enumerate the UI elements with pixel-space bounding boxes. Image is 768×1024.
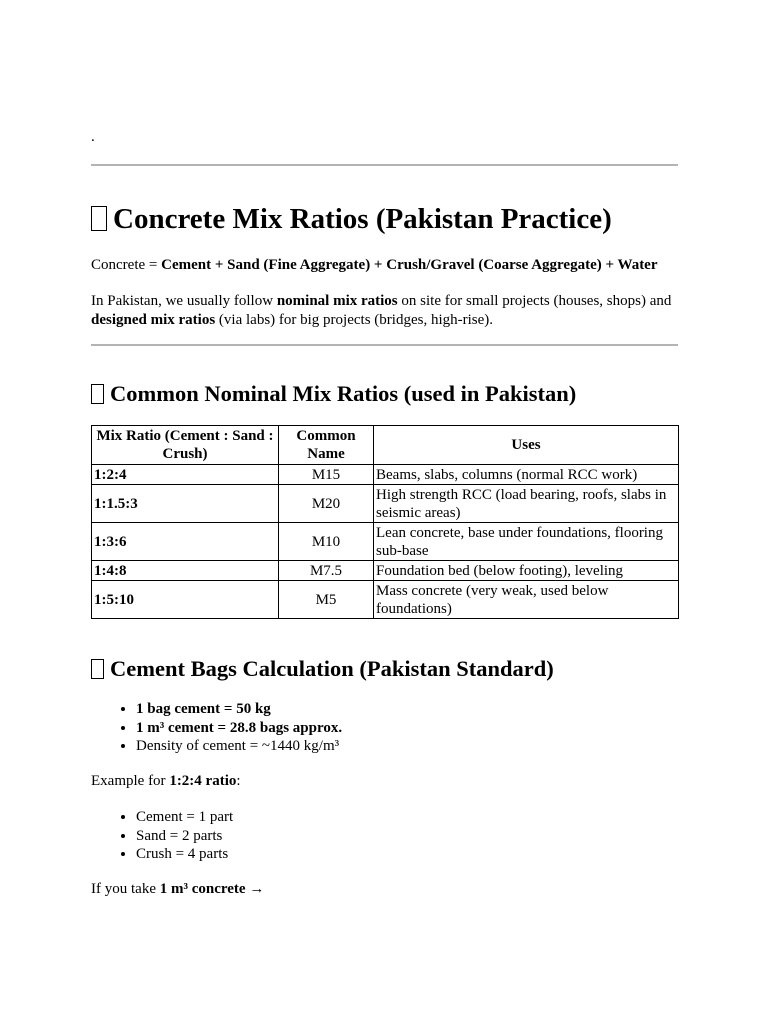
- top-dot: .: [91, 129, 95, 145]
- cell-name: M10: [279, 523, 374, 561]
- take-prefix: If you take: [91, 881, 160, 897]
- cell-uses: Beams, slabs, columns (normal RCC work): [374, 465, 679, 485]
- cell-ratio: 1:4:8: [92, 561, 279, 581]
- intro-text-1: In Pakistan, we usually follow: [91, 293, 277, 309]
- cement-facts-list: [91, 700, 342, 756]
- concrete-formula: [91, 256, 678, 275]
- ratio-parts-list: [91, 808, 233, 864]
- cell-ratio: 1:5:10: [92, 581, 279, 619]
- intro-paragraph: [91, 292, 678, 330]
- cell-name: M7.5: [279, 561, 374, 581]
- cell-uses: Lean concrete, base under foundations, flooring sub-base: [374, 523, 679, 561]
- cell-uses: High strength RCC (load bearing, roofs, slabs in seismic areas): [374, 485, 679, 523]
- cell-ratio: 1:1.5:3: [92, 485, 279, 523]
- cell-name: M20: [279, 485, 374, 523]
- horizontal-rule: [91, 164, 678, 166]
- intro-bold-designed: designed mix ratios: [91, 312, 216, 328]
- example-ratio: 1:2:4 ratio: [169, 773, 237, 789]
- fact-bag-weight: 1 bag cement = 50 kg: [136, 701, 271, 717]
- section-heading-nominal: [91, 380, 576, 408]
- missing-glyph-icon: [91, 384, 104, 404]
- fact-density: Density of cement = ~1440 kg/m³: [136, 738, 340, 754]
- intro-text-3: (via labs) for big projects (bridges, high-rise).: [215, 312, 494, 328]
- section-heading-cement-text: Cement Bags Calculation (Pakistan Standard): [110, 656, 554, 681]
- example-prefix: Example for: [91, 773, 170, 789]
- list-item: [136, 700, 342, 719]
- cell-uses: Foundation bed (below footing), leveling: [374, 561, 679, 581]
- take-bold: 1 m³ concrete →: [159, 881, 265, 897]
- example-suffix: :: [236, 773, 241, 789]
- fact-bags-per-m3: 1 m³ cement = 28.8 bags approx.: [136, 719, 343, 736]
- take-line: [91, 880, 678, 899]
- list-item: • Crush = 4 parts: [136, 845, 233, 864]
- formula-components: Cement + Sand (Fine Aggregate) + Crush/Gravel (Coarse Aggregate) + Water: [161, 257, 658, 273]
- table-row: [92, 465, 679, 485]
- table-row: [92, 523, 679, 561]
- column-header-mix-ratio: Mix Ratio (Cement : Sand : Crush): [92, 426, 279, 465]
- table-row: [92, 581, 679, 619]
- horizontal-rule: [91, 344, 678, 346]
- list-item: • Sand = 2 parts: [136, 827, 233, 846]
- list-item: [136, 719, 342, 738]
- example-line: [91, 772, 678, 791]
- missing-glyph-icon: [91, 659, 104, 679]
- cell-ratio: 1:3:6: [92, 523, 279, 561]
- cell-ratio: 1:2:4: [92, 465, 279, 485]
- mix-ratio-table: [91, 425, 679, 619]
- column-header-common-name: Common Name: [279, 426, 374, 465]
- table-row: [92, 561, 679, 581]
- cell-name: M5: [279, 581, 374, 619]
- table-header-row: [92, 426, 679, 465]
- section-heading-cement: [91, 655, 554, 683]
- cell-name: M15: [279, 465, 374, 485]
- column-header-uses: Uses: [374, 426, 679, 465]
- intro-text-2: on site for small projects (houses, shops) and: [397, 293, 672, 309]
- formula-prefix: Concrete =: [91, 257, 162, 273]
- intro-bold-nominal: nominal mix ratios: [276, 293, 398, 309]
- page-title-text: Concrete Mix Ratios (Pakistan Practice): [113, 203, 612, 235]
- table-row: [92, 485, 679, 523]
- page-title: [91, 200, 612, 238]
- list-item: • Cement = 1 part: [136, 808, 233, 827]
- section-heading-nominal-text: Common Nominal Mix Ratios (used in Pakistan): [110, 381, 577, 406]
- cell-uses: Mass concrete (very weak, used below foundations): [374, 581, 679, 619]
- missing-glyph-icon: [91, 206, 107, 231]
- list-item: [136, 737, 342, 756]
